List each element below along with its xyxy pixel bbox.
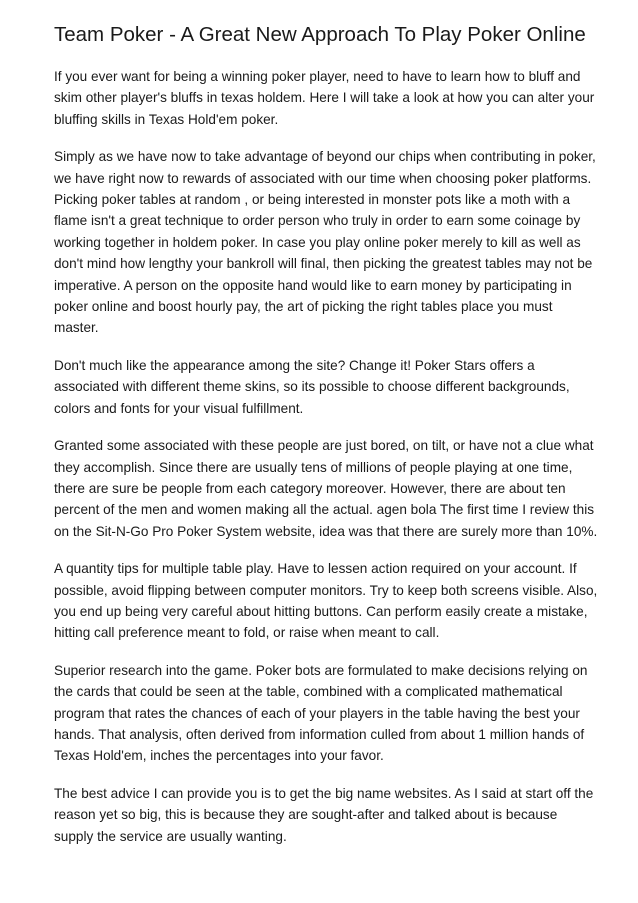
paragraph-4: Granted some associated with these people are just bored, on tilt, or have not a clue what they accomplish. Since there are usually tens of millions of people playing at one time, there are sure be people from each category moreover. However, there are about ten percent of the men and women making all the actual. agen bola The first time I review this on the Sit-N-Go Pro Poker System website, idea was that there are surely more than 10%.	[54, 438, 598, 539]
paragraph-2: Simply as we have now to take advantage of beyond our chips when contributing in poker, we have right now to rewards of associated with our time when choosing poker platforms. Picking poker tables at random , or being interested in monster pots like a moth with a flame isn't a great technique to order person who truly in order to earn some coinage by working together in holdem poker. In case you play online poker merely to kill as well as don't mind how lengthy your bankroll will final, then picking the greatest tables may not be imperative. A person on the opposite hand would like to earn money by participating in poker online and boost hourly pay, the art of picking the right tables place you must master.	[54, 149, 596, 336]
paragraph-6: Superior research into the game. Poker bots are formulated to make decisions relying on the cards that could be seen at the table, combined with a complicated mathematical program that rates the chances of each of your players in the table having the best your hands. That analysis, often derived from information culled from about 1 million hands of Texas Hold'em, inches the percentages into your favor.	[54, 662, 588, 764]
paragraph-3: Don't much like the appearance among the site? Change it! Poker Stars offers a associated with different theme skins, so its possible to choose different backgrounds, colors and fonts for your visual fulfillment.	[54, 357, 570, 416]
paragraph-5: A quantity tips for multiple table play. Have to lessen action required on your account. If possible, avoid flipping between computer monitors. Try to keep both screens visible. Also, you end up being very careful about hitting buttons. Can perform easily create a mistake, hitting call preference meant to fold, or raise when meant to call.	[54, 561, 598, 641]
document-title: Team Poker - A Great New Approach To Play Poker Online	[54, 23, 586, 46]
paragraph-1: If you ever want for being a winning poker player, need to have to learn how to bluff and skim other player's bluffs in texas holdem. Here I will take a look at how you can alter your bluffing skills in Texas Hold'em poker.	[54, 69, 595, 127]
paragraph-7: The best advice I can provide you is to get the big name websites. As I said at start off the reason yet so big, this is because they are sought-after and talked about is because supply the service are usually wanting.	[54, 785, 594, 844]
